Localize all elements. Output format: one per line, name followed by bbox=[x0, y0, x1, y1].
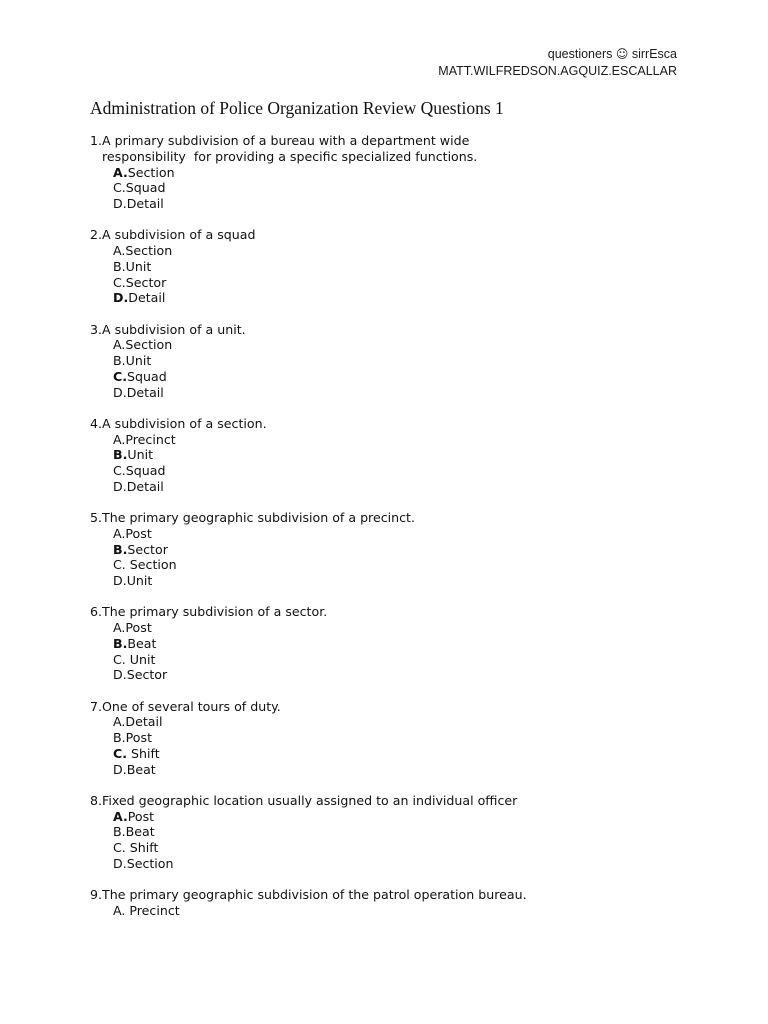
header-line-questioners bbox=[438, 46, 677, 63]
option-letter: A. bbox=[113, 902, 126, 918]
option-text: Sector bbox=[127, 541, 168, 557]
option-letter: C. bbox=[113, 463, 126, 478]
document-title: Administration of Police Organization Review Questions 1 bbox=[90, 98, 504, 118]
correct-option-letter: B. bbox=[113, 635, 128, 651]
answer-option bbox=[90, 809, 710, 825]
option-letter: A. bbox=[113, 243, 126, 258]
question-text: 1.A primary subdivision of a bureau with a department wide bbox=[90, 133, 470, 148]
option-text: Detail bbox=[126, 196, 164, 211]
question-item bbox=[90, 887, 710, 919]
option-text: Post bbox=[125, 525, 152, 541]
question-item bbox=[90, 322, 710, 401]
question-item bbox=[90, 227, 710, 306]
answer-option bbox=[90, 432, 710, 448]
option-text: Post bbox=[125, 620, 152, 635]
answer-option bbox=[90, 824, 710, 840]
option-text: Beat bbox=[126, 761, 156, 777]
option-text: Section bbox=[126, 855, 174, 871]
option-letter: D. bbox=[113, 384, 127, 400]
question-list bbox=[90, 133, 710, 934]
option-text: Section bbox=[127, 164, 175, 180]
answer-option bbox=[90, 165, 710, 181]
option-text: Unit bbox=[126, 573, 153, 588]
option-letter: D. bbox=[113, 196, 127, 211]
answer-option bbox=[90, 557, 710, 573]
option-letter: C. bbox=[113, 274, 126, 290]
answer-option bbox=[90, 636, 710, 652]
option-text: Unit bbox=[125, 353, 152, 368]
question-text: 9.The primary geographic subdivision of the patrol operation bureau. bbox=[90, 887, 527, 902]
correct-option-letter: A. bbox=[113, 164, 128, 180]
option-letter: A. bbox=[113, 525, 126, 541]
question-text: 5.The primary geographic subdivision of a precinct. bbox=[90, 510, 415, 525]
question-item bbox=[90, 793, 710, 872]
correct-option-letter: A. bbox=[113, 808, 128, 824]
smiley-icon: ☺ bbox=[615, 47, 629, 61]
option-letter: D. bbox=[113, 573, 127, 588]
option-text: Unit bbox=[125, 258, 152, 274]
question-text: responsibility for providing a specific specialized functions. bbox=[90, 148, 478, 164]
option-text: Beat bbox=[127, 635, 157, 651]
answer-option bbox=[90, 463, 710, 479]
option-text: Unit bbox=[127, 447, 154, 463]
answer-option bbox=[90, 243, 710, 259]
question-item bbox=[90, 510, 710, 589]
option-text: Sector bbox=[125, 274, 167, 290]
correct-option-letter: C. bbox=[113, 745, 128, 761]
option-letter: B. bbox=[113, 258, 126, 274]
option-text: Section bbox=[125, 243, 173, 258]
answer-option bbox=[90, 353, 710, 369]
option-letter: B. bbox=[113, 353, 126, 368]
question-item bbox=[90, 416, 710, 495]
question-text: 7.One of several tours of duty. bbox=[90, 698, 281, 714]
answer-option bbox=[90, 479, 710, 495]
answer-option bbox=[90, 385, 710, 401]
option-letter: C. bbox=[113, 651, 126, 667]
option-text: Section bbox=[125, 337, 173, 353]
question-text: 3.A subdivision of a unit. bbox=[90, 321, 246, 337]
option-letter: B. bbox=[113, 730, 126, 745]
option-text: Detail bbox=[125, 714, 163, 730]
option-letter: D. bbox=[113, 478, 127, 494]
option-text: Unit bbox=[125, 651, 156, 667]
answer-option bbox=[90, 620, 710, 636]
answer-option bbox=[90, 746, 710, 762]
option-text: Precinct bbox=[125, 902, 180, 918]
answer-option bbox=[90, 542, 710, 558]
question-item bbox=[90, 604, 710, 683]
question-item bbox=[90, 699, 710, 778]
answer-option bbox=[90, 667, 710, 683]
header-author-fullname: MATT.WILFREDSON.AGQUIZ.ESCALLAR bbox=[438, 63, 677, 78]
option-letter: D. bbox=[113, 667, 127, 683]
option-letter: C. bbox=[113, 180, 126, 196]
header-author-text: sirrEsca bbox=[628, 47, 677, 61]
answer-option bbox=[90, 337, 710, 353]
question-text: 4.A subdivision of a section. bbox=[90, 415, 267, 431]
option-text: Sector bbox=[126, 667, 168, 683]
option-letter: A. bbox=[113, 714, 126, 730]
question-text: 8.Fixed geographic location usually assigned to an individual officer bbox=[90, 792, 518, 808]
option-text: Shift bbox=[127, 745, 160, 761]
option-text: Post bbox=[127, 808, 155, 824]
answer-option bbox=[90, 526, 710, 542]
option-text: Beat bbox=[125, 824, 155, 840]
answer-option bbox=[90, 652, 710, 668]
header-questioners-text: questioners bbox=[547, 47, 616, 61]
option-text: Section bbox=[125, 557, 177, 573]
answer-option bbox=[90, 180, 710, 196]
option-letter: A. bbox=[113, 431, 126, 447]
correct-option-letter: B. bbox=[113, 541, 128, 557]
option-text: Post bbox=[125, 730, 153, 745]
option-letter: D. bbox=[113, 855, 127, 871]
option-text: Squad bbox=[125, 180, 166, 196]
correct-option-letter: C. bbox=[113, 368, 128, 384]
document-header bbox=[438, 46, 677, 79]
option-text: Detail bbox=[126, 384, 164, 400]
option-text: Squad bbox=[125, 463, 166, 478]
answer-option bbox=[90, 196, 710, 212]
answer-option bbox=[90, 275, 710, 291]
answer-option bbox=[90, 714, 710, 730]
answer-option bbox=[90, 573, 710, 589]
option-letter: C. bbox=[113, 840, 126, 855]
answer-option bbox=[90, 259, 710, 275]
answer-option bbox=[90, 903, 710, 919]
answer-option bbox=[90, 730, 710, 746]
option-text: Shift bbox=[125, 840, 159, 855]
correct-option-letter: D. bbox=[113, 290, 129, 306]
answer-option bbox=[90, 856, 710, 872]
answer-option bbox=[90, 447, 710, 463]
option-letter: A. bbox=[113, 337, 126, 353]
correct-option-letter: B. bbox=[113, 447, 128, 463]
option-text: Squad bbox=[127, 368, 167, 384]
answer-option bbox=[90, 840, 710, 856]
option-text: Precinct bbox=[125, 431, 176, 447]
answer-option bbox=[90, 762, 710, 778]
option-letter: D. bbox=[113, 761, 127, 777]
answer-option bbox=[90, 290, 710, 306]
option-text: Detail bbox=[126, 478, 164, 494]
option-letter: A. bbox=[113, 620, 126, 635]
option-letter: B. bbox=[113, 824, 126, 840]
question-item bbox=[90, 133, 710, 212]
answer-option bbox=[90, 369, 710, 385]
option-letter: C. bbox=[113, 557, 126, 573]
question-text: 2.A subdivision of a squad bbox=[90, 227, 256, 243]
question-text: 6.The primary subdivision of a sector. bbox=[90, 604, 328, 620]
option-text: Detail bbox=[128, 290, 166, 306]
